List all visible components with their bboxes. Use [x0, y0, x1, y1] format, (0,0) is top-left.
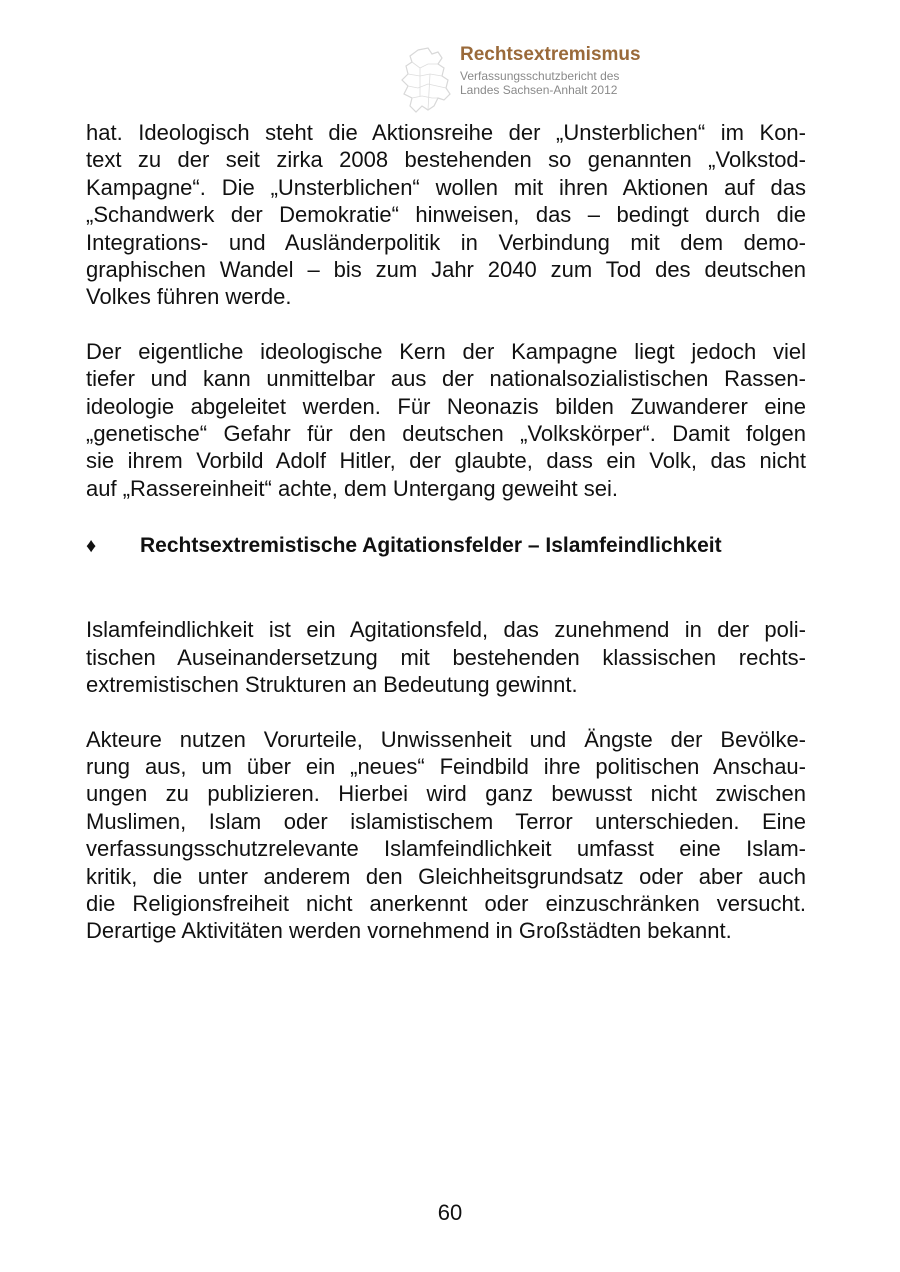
- text-line: „genetische“ Gefahr für den deutschen „Volkskörper“. Damit folgen: [86, 421, 806, 447]
- text-line: hat. Ideologisch steht die Aktionsreihe der „Unsterblichen“ im Kon-: [86, 120, 806, 145]
- text-line: Islamfeindlichkeit ist ein Agitationsfeld, das zunehmend in der poli-: [86, 617, 806, 643]
- paragraph-3: [86, 616, 806, 698]
- text-line: Akteure nutzen Vorurteile, Unwissenheit und Ängste der Bevölke-: [86, 726, 806, 752]
- text-line: tiefer und kann unmittelbar aus der nationalsozialistischen Rassen-: [86, 366, 806, 392]
- paragraph-1: [86, 119, 806, 311]
- text-line: „Schandwerk der Demokratie“ hinweisen, das – bedingt durch die: [86, 202, 806, 228]
- text-line: ideologie abgeleitet werden. Für Neonazis bilden Zuwanderer eine: [86, 393, 806, 419]
- text-line: ungen zu publizieren. Hierbei wird ganz bewusst nicht zwischen: [86, 781, 806, 807]
- section-heading-text: Rechtsextremistische Agitationsfelder – Islamfeindlichkeit: [140, 534, 722, 558]
- text-line: text zu der seit zirka 2008 bestehenden so genannten „Volkstod-: [86, 147, 806, 173]
- header-subtitle-line2: Landes Sachsen-Anhalt 2012: [460, 83, 618, 97]
- text-line: Volkes führen werde.: [86, 284, 292, 310]
- saxony-anhalt-map-icon: [398, 46, 454, 116]
- section-heading: [86, 532, 806, 560]
- text-line: kritik, die unter anderem den Gleichheitsgrundsatz oder aber auch: [86, 863, 806, 889]
- page-body: [86, 119, 806, 945]
- diamond-bullet-icon: ♦: [86, 535, 97, 558]
- text-line: Integrations- und Ausländerpolitik in Verbindung mit dem demo-: [86, 229, 806, 255]
- paragraph-4: [86, 726, 806, 945]
- text-line: rung aus, um über ein „neues“ Feindbild ihre politischen Anschau-: [86, 753, 806, 779]
- text-line: verfassungsschutzrelevante Islamfeindlichkeit umfasst eine Islam-: [86, 836, 806, 862]
- text-line: auf „Rassereinheit“ achte, dem Untergang geweiht sei.: [86, 475, 618, 501]
- text-line: sie ihrem Vorbild Adolf Hitler, der glaubte, dass ein Volk, das nicht: [86, 448, 806, 474]
- header-title: Rechtsextremismus: [460, 44, 641, 65]
- text-line: Derartige Aktivitäten werden vornehmend in Großstädten bekannt.: [86, 918, 732, 944]
- text-line: Der eigentliche ideologische Kern der Kampagne liegt jedoch viel: [86, 338, 806, 364]
- text-line: graphischen Wandel – bis zum Jahr 2040 zum Tod des deutschen: [86, 257, 806, 283]
- text-line: extremistischen Strukturen an Bedeutung gewinnt.: [86, 672, 578, 698]
- text-line: tischen Auseinandersetzung mit bestehenden klassischen rechts-: [86, 644, 806, 670]
- text-line: die Religionsfreiheit nicht anerkennt oder einzuschränken versucht.: [86, 890, 806, 916]
- text-line: Muslimen, Islam oder islamistischem Terror unterschieden. Eine: [86, 808, 806, 834]
- text-line: Kampagne“. Die „Unsterblichen“ wollen mit ihren Aktionen auf das: [86, 174, 806, 200]
- paragraph-2: [86, 338, 806, 502]
- page-header: [398, 44, 698, 114]
- header-subtitle-line1: Verfassungsschutzbericht des: [460, 69, 620, 83]
- page-number: 60: [437, 1200, 463, 1225]
